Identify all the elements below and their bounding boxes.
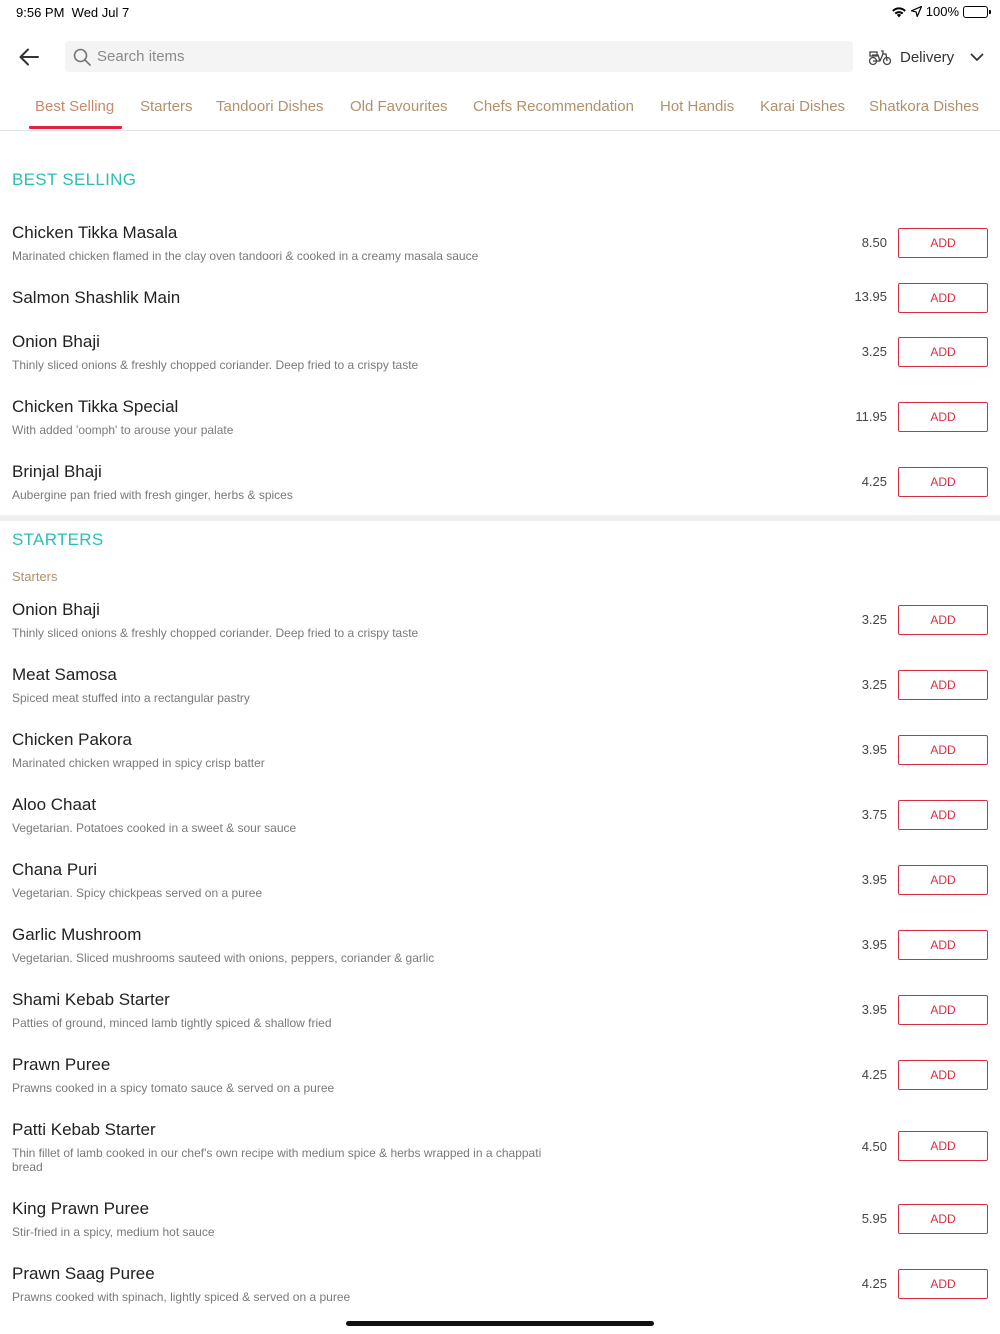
add-button[interactable]: ADD <box>898 930 988 960</box>
item-name: Onion Bhaji <box>12 332 100 351</box>
item-name: Salmon Shashlik Main <box>12 288 181 307</box>
status-bar <box>0 0 1000 24</box>
item-price: 13.95 <box>854 289 887 304</box>
item-description: Thinly sliced onions & freshly chopped coriander. Deep fried to a crispy taste <box>12 626 419 640</box>
item-name: Meat Samosa <box>12 665 117 684</box>
search-input[interactable] <box>97 48 797 65</box>
add-button[interactable]: ADD <box>898 337 988 367</box>
item-price: 3.25 <box>861 344 887 359</box>
item-price: 3.95 <box>861 872 887 887</box>
home-indicator[interactable] <box>346 1321 654 1326</box>
location-arrow-icon <box>911 6 922 17</box>
item-price: 4.25 <box>861 1067 887 1082</box>
item-name: Chicken Tikka Masala <box>12 223 178 242</box>
back-arrow-icon <box>19 48 39 66</box>
back-button[interactable] <box>14 42 44 72</box>
item-description: With added 'oomph' to arouse your palate <box>12 423 234 437</box>
scooter-icon <box>868 48 892 66</box>
item-description: Aubergine pan fried with fresh ginger, herbs & spices <box>12 488 293 502</box>
item-description: Prawns cooked in a spicy tomato sauce & served on a puree <box>12 1081 335 1095</box>
add-button[interactable]: ADD <box>898 283 988 313</box>
item-price: 4.25 <box>861 474 887 489</box>
item-price: 4.25 <box>861 1276 887 1291</box>
tab-tandoori-dishes[interactable]: Tandoori Dishes <box>216 98 324 115</box>
item-name: Prawn Puree <box>12 1055 111 1074</box>
item-name: Aloo Chaat <box>12 795 97 814</box>
item-name: Garlic Mushroom <box>12 925 142 944</box>
item-description: Thinly sliced onions & freshly chopped coriander. Deep fried to a crispy taste <box>12 358 419 372</box>
active-tab-indicator <box>29 126 122 129</box>
add-button[interactable]: ADD <box>898 605 988 635</box>
item-name: Chicken Pakora <box>12 730 133 749</box>
item-name: Prawn Saag Puree <box>12 1264 155 1283</box>
tab-shatkora-dishes[interactable]: Shatkora Dishes <box>869 98 980 115</box>
item-name: Shami Kebab Starter <box>12 990 170 1009</box>
chevron-down-icon <box>970 53 984 62</box>
item-price: 4.50 <box>861 1139 887 1154</box>
add-button[interactable]: ADD <box>898 402 988 432</box>
status-right <box>891 4 988 19</box>
item-description: Vegetarian. Potatoes cooked in a sweet & sour sauce <box>12 821 297 835</box>
tab-hot-handis[interactable]: Hot Handis <box>660 98 735 115</box>
item-price: 3.95 <box>861 1002 887 1017</box>
item-description: Prawns cooked with spinach, lightly spiced & served on a puree <box>12 1290 351 1304</box>
wifi-icon <box>891 6 907 18</box>
item-price: 3.25 <box>861 612 887 627</box>
search-bar[interactable] <box>65 41 853 72</box>
item-name: Brinjal Bhaji <box>12 462 102 481</box>
add-button[interactable]: ADD <box>898 1131 988 1161</box>
item-price: 8.50 <box>861 235 887 250</box>
item-price: 11.95 <box>855 409 887 424</box>
tab-starters[interactable]: Starters <box>140 98 193 115</box>
add-button[interactable]: ADD <box>898 800 988 830</box>
item-description: Spiced meat stuffed into a rectangular pastry <box>12 691 250 705</box>
status-time-text: 9:56 PM <box>16 5 65 20</box>
add-button[interactable]: ADD <box>898 995 988 1025</box>
battery-icon <box>963 6 988 18</box>
delivery-selector[interactable] <box>868 42 984 72</box>
add-button[interactable]: ADD <box>898 1060 988 1090</box>
section-divider <box>0 515 1000 521</box>
item-name: Chicken Tikka Special <box>12 397 179 416</box>
tab-best-selling[interactable]: Best Selling <box>35 98 115 115</box>
item-description: Vegetarian. Sliced mushrooms sauteed with onions, peppers, coriander & garlic <box>12 951 435 965</box>
delivery-label: Delivery <box>900 48 955 66</box>
add-button[interactable]: ADD <box>898 1269 988 1299</box>
item-price: 3.95 <box>861 742 887 757</box>
add-button[interactable]: ADD <box>898 467 988 497</box>
item-price: 3.75 <box>861 807 887 822</box>
section-subtitle: Starters <box>12 569 58 584</box>
item-description: Stir-fried in a spicy, medium hot sauce <box>12 1225 215 1239</box>
tab-old-favourites[interactable]: Old Favourites <box>350 98 448 115</box>
item-price: 5.95 <box>861 1211 887 1226</box>
add-button[interactable]: ADD <box>898 1204 988 1234</box>
add-button[interactable]: ADD <box>898 865 988 895</box>
item-price: 3.95 <box>861 937 887 952</box>
item-name: King Prawn Puree <box>12 1199 150 1218</box>
item-description: Vegetarian. Spicy chickpeas served on a puree <box>12 886 263 900</box>
item-description: Thin fillet of lamb cooked in our chef's own recipe with medium spice & herbs wrapped in a chappati bread <box>12 1146 542 1174</box>
status-time <box>16 5 129 20</box>
battery-percent: 100% <box>925 4 959 19</box>
status-date-text: Wed Jul 7 <box>71 5 130 20</box>
add-button[interactable]: ADD <box>898 670 988 700</box>
item-description: Patties of ground, minced lamb tightly spiced & shallow fried <box>12 1016 332 1030</box>
category-tabs <box>0 88 1000 131</box>
item-price: 3.25 <box>861 677 887 692</box>
tab-chefs-recommendation[interactable]: Chefs Recommendation <box>473 98 634 115</box>
item-name: Patti Kebab Starter <box>12 1120 156 1139</box>
section-title-starters: STARTERS <box>12 530 104 549</box>
section-title-best-selling: BEST SELLING <box>12 170 137 189</box>
item-name: Chana Puri <box>12 860 98 879</box>
add-button[interactable]: ADD <box>898 228 988 258</box>
item-description: Marinated chicken flamed in the clay oven tandoori & cooked in a creamy masala sauce <box>12 249 479 263</box>
item-name: Onion Bhaji <box>12 600 100 619</box>
tab-karai-dishes[interactable]: Karai Dishes <box>760 98 846 115</box>
add-button[interactable]: ADD <box>898 735 988 765</box>
search-icon <box>73 48 91 66</box>
item-description: Marinated chicken wrapped in spicy crisp batter <box>12 756 265 770</box>
